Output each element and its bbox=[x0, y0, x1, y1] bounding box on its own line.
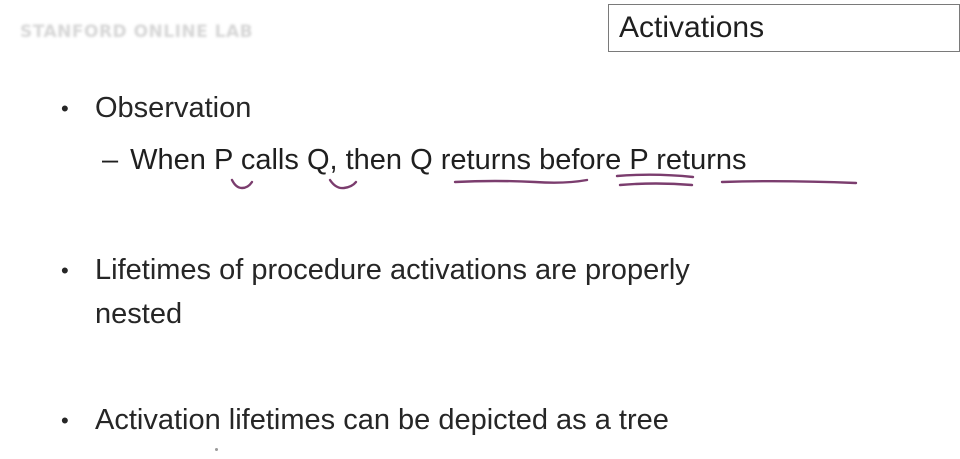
bullet-observation bbox=[61, 86, 252, 130]
pen-cursor bbox=[215, 448, 218, 451]
word-when: When bbox=[130, 144, 206, 176]
word-calls: calls bbox=[240, 144, 299, 176]
bullet-text: Activation lifetimes can be depicted as a tree bbox=[95, 404, 669, 436]
bullet-dot: • bbox=[61, 408, 69, 433]
bullet-lifetimes-line2 bbox=[95, 292, 182, 336]
watermark-logo: STANFORD ONLINE LAB bbox=[20, 22, 254, 42]
word-before: before bbox=[539, 144, 622, 176]
sub-bullet-dash: – bbox=[102, 144, 119, 176]
word-returns-2: returns bbox=[656, 144, 747, 176]
bullet-lifetimes bbox=[61, 248, 690, 292]
word-p-2: P bbox=[629, 144, 649, 176]
bullet-tree bbox=[61, 398, 669, 442]
word-then: , then bbox=[329, 144, 403, 176]
slide-title: Activations bbox=[619, 11, 765, 44]
sub-bullet-observation bbox=[102, 138, 747, 182]
bullet-text-line2: nested bbox=[95, 298, 183, 330]
bullet-text: Observation bbox=[95, 92, 252, 124]
word-returns: returns bbox=[440, 144, 532, 176]
bullet-dot: • bbox=[61, 96, 69, 121]
ink-underline-before-2 bbox=[620, 184, 692, 186]
bullet-text-line1: Lifetimes of procedure activations are properly bbox=[95, 254, 690, 286]
bullet-dot: • bbox=[61, 258, 69, 283]
word-p: P bbox=[213, 144, 233, 176]
title-box bbox=[608, 4, 960, 52]
word-q: Q bbox=[306, 144, 330, 176]
word-q-2: Q bbox=[410, 144, 433, 176]
